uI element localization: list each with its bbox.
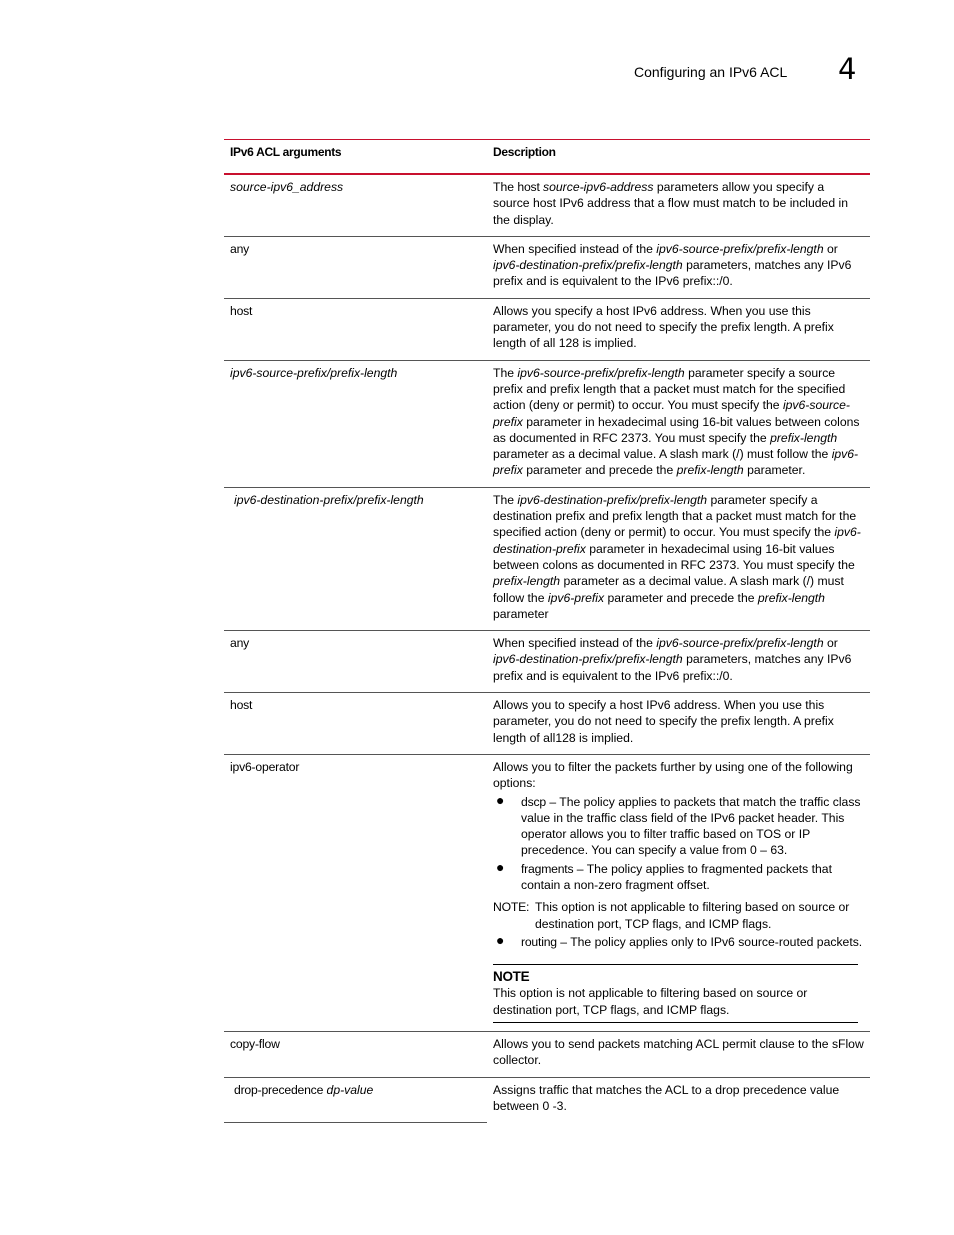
argument-name: drop-precedence dp-value: [224, 1077, 487, 1122]
list-item: ● fragments – The policy applies to fragmented packets that contain a non-zero fragment offset.: [496, 858, 832, 892]
argument-name: ipv6-source-prefix/prefix-length: [224, 360, 487, 487]
table-row: [224, 298, 870, 360]
argument-description: Allows you to specify a host IPv6 address. When you use this parameter, you do not need to specify the prefix length. A prefix length of all128 is implied.: [487, 693, 870, 755]
argument-name: source-ipv6_address: [224, 174, 487, 236]
table-header-row: [224, 140, 870, 175]
argument-description: Allows you to send packets matching ACL permit clause to the sFlow collector.: [487, 1032, 870, 1078]
options-intro: Allows you to filter the packets further by using one of the following options:: [493, 759, 853, 791]
ipv6-acl-arguments-table: [224, 139, 870, 1123]
table-row: [224, 754, 870, 1031]
table-row: [224, 1077, 870, 1122]
argument-name: ipv6-operator: [224, 754, 487, 1031]
chapter-number: 4: [838, 52, 857, 86]
table-row: [224, 487, 870, 630]
table-row: [224, 236, 870, 298]
argument-description: The host source-ipv6-address parameters allow you specify a source host IPv6 address that a flow must match to be included in the display.: [487, 174, 870, 236]
argument-description: Assigns traffic that matches the ACL to a drop precedence value between 0 -3.: [493, 1082, 840, 1113]
argument-name: any: [224, 236, 487, 298]
bullet-icon: ●: [496, 791, 505, 808]
bullet-icon: ●: [496, 858, 505, 875]
bullet-icon: ●: [496, 931, 505, 948]
note-box-text: This option is not applicable to filtering based on source or destination port, TCP flags, and ICMP flags.: [493, 986, 808, 1017]
table-row: [224, 360, 870, 487]
table-row: [224, 693, 870, 755]
note-label: NOTE:: [493, 900, 530, 915]
column-header-arguments: IPv6 ACL arguments: [224, 140, 487, 175]
argument-name: copy-flow: [224, 1032, 487, 1078]
table-row: [224, 631, 870, 693]
table-row: [224, 1032, 870, 1078]
argument-name: host: [224, 298, 487, 360]
argument-description: The ipv6-source-prefix/prefix-length parameter specify a source prefix and prefix length that a packet must match for the specified action (deny or permit) to occur. You must specify the ipv6-source-prefix parameter in hexadecimal using 16-bit values between colons as documented in RFC 2373. You must specify the prefix-length parameter as a decimal value. A slash mark (/) must follow the ipv6-prefix parameter and precede the prefix-length parameter.: [487, 360, 870, 487]
note-text: This option is not applicable to filtering based on source or destination port, TCP flags, and ICMP flags.: [535, 900, 850, 931]
argument-description: When specified instead of the ipv6-source-prefix/prefix-length or ipv6-destination-prefix/prefix-length parameters, matches any IPv6 prefix and is equivalent to the IPv6 prefix::/0.: [487, 631, 870, 693]
argument-name: host: [224, 693, 487, 755]
note-heading: NOTE: [493, 969, 530, 985]
argument-name: ipv6-destination-prefix/prefix-length: [224, 487, 487, 630]
column-header-description: Description: [487, 140, 870, 175]
list-item: ● routing – The policy applies only to IPv6 source-routed packets.: [496, 931, 863, 949]
list-item: ● dscp – The policy applies to packets that match the traffic class value in the traffic class field of the IPv6 packet header. This operator allows you to filter traffic based on TOS or IP precedence. You can specify a value from 0 – 63.: [496, 791, 861, 858]
argument-description: [487, 754, 870, 1031]
argument-name: any: [224, 631, 487, 693]
inline-note: [493, 899, 864, 932]
page-header-title: Configuring an IPv6 ACL: [634, 64, 788, 80]
argument-description: When specified instead of the ipv6-source-prefix/prefix-length or ipv6-destination-prefix/prefix-length parameters, matches any IPv6 prefix and is equivalent to the IPv6 prefix::/0.: [487, 236, 870, 298]
argument-description: Allows you specify a host IPv6 address. When you use this parameter, you do not need to specify the prefix length. A prefix length of all 128 is implied.: [487, 298, 870, 360]
note-box: [493, 964, 858, 1023]
argument-description: The ipv6-destination-prefix/prefix-length parameter specify a destination prefix and prefix length that a packet must match for the specified action (deny or permit) to occur. You must specify the ipv6-destination-prefix parameter in hexadecimal using 16-bit values between colons as documented in RFC 2373. You must specify the prefix-length parameter as a decimal value. A slash mark (/) must follow the ipv6-prefix parameter and precede the prefix-length parameter: [487, 487, 870, 630]
table-row: [224, 174, 870, 236]
